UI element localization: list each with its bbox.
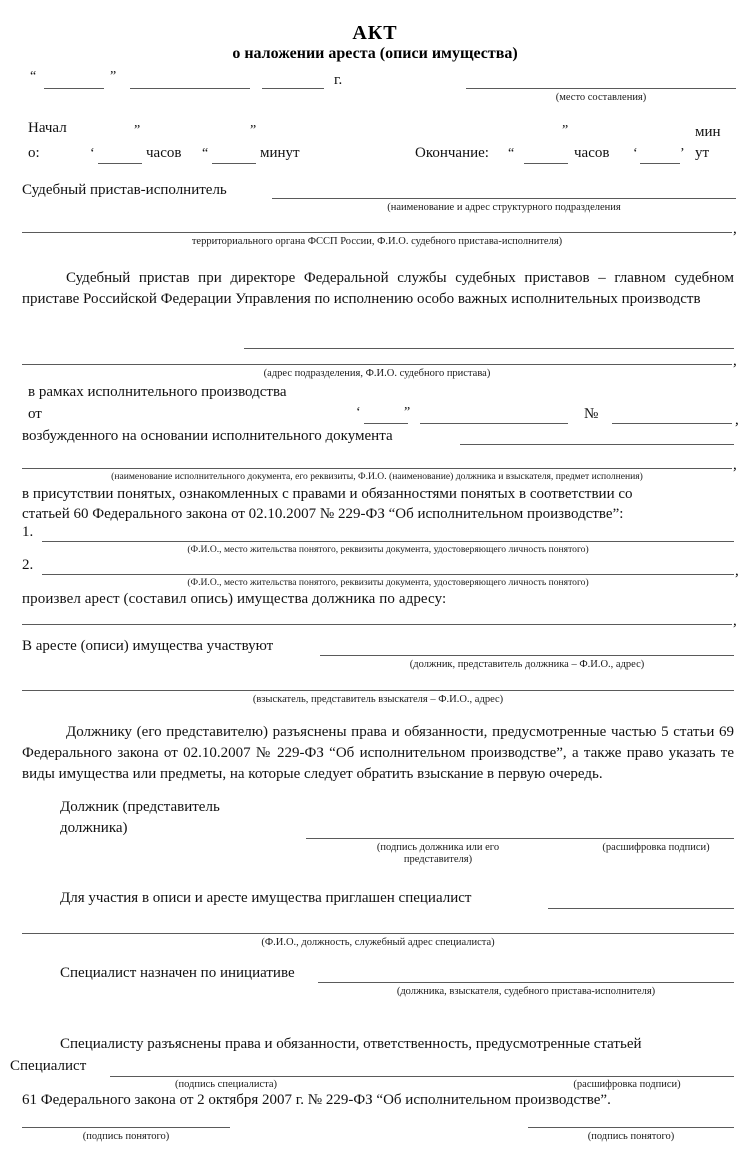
director-paragraph: Судебный пристав при директоре Федеральной службы судебных приставов – главном судебном приставе Российской Федерации Управления по исполнению особо важных исполнительных производств: [22, 270, 734, 307]
debtor-signature-label-line1: Должник (представитель: [60, 799, 220, 815]
witness-1-field[interactable]: [42, 541, 734, 542]
proceeding-number-sign: №: [584, 406, 599, 422]
specialist-signature-field[interactable]: [110, 1076, 734, 1077]
specialist-appointed-label: Специалист назначен по инициативе: [60, 965, 295, 981]
date-month-field[interactable]: [130, 88, 250, 89]
place-of-compilation-caption: (место составления): [555, 92, 647, 103]
bailiff-name-field[interactable]: [272, 198, 736, 199]
proceeding-number-field[interactable]: [612, 423, 732, 424]
debtor-signature-caption-line1: (подпись должника или его: [376, 842, 500, 853]
end-time-label: Окончание:: [415, 145, 489, 161]
specialist-signature-caption: (подпись специалиста): [174, 1079, 278, 1090]
proceeding-day-field[interactable]: [364, 423, 408, 424]
witness-signature-left-caption: (подпись понятого): [82, 1131, 170, 1142]
debtor-signature-label-line2: должника): [60, 820, 128, 836]
witnesses-intro-line1: в присутствии понятых, ознакомленных с правами и обязанностями понятых в соответствии со: [22, 486, 633, 502]
start-minutes-field[interactable]: [212, 163, 256, 164]
start-hours-word: часов: [146, 145, 182, 161]
proceeding-comma-1: ,: [735, 412, 739, 428]
proceeding-basis-field-1[interactable]: [460, 444, 734, 445]
proceeding-basis-field-2[interactable]: [22, 468, 732, 469]
end-hours-field[interactable]: [524, 163, 568, 164]
date-open-quote: “: [30, 69, 37, 84]
debtor-signature-field[interactable]: [306, 838, 734, 839]
bailiff-address-field[interactable]: [22, 232, 732, 233]
end-minutes-quote-open: ‘: [633, 146, 638, 161]
witness-2-field[interactable]: [42, 574, 734, 575]
end-minutes-word-part1: мин: [695, 124, 721, 140]
director-department-field-1[interactable]: [244, 348, 734, 349]
place-of-compilation-field[interactable]: [466, 88, 736, 89]
witnesses-intro-line2: статьей 60 Федерального закона от 02.10.2007 № 229-ФЗ “Об исполнительном производстве”:: [22, 506, 624, 522]
start-time-label-part1: Начал: [28, 120, 67, 136]
date-year-field[interactable]: [262, 88, 324, 89]
proceeding-month-year-field[interactable]: [420, 423, 568, 424]
end-hours-quote-close: ”: [562, 123, 569, 138]
witness-1-caption: (Ф.И.О., место жительства понятого, реквизиты документа, удостоверяющего личность понятого): [187, 544, 589, 555]
proceeding-date-quote-open: ‘: [356, 405, 361, 420]
participants-claimant-field[interactable]: [22, 690, 734, 691]
date-close-quote: ”: [110, 69, 117, 84]
witness-signature-right-field[interactable]: [528, 1127, 734, 1128]
participants-debtor-field[interactable]: [320, 655, 734, 656]
debtor-rights-paragraph: Должнику (его представителю) разъяснены права и обязанности, предусмотренные частью 5 статьи 69 Федерального закона от 02.10.2007 № 229-ФЗ “Об исполнительном производстве”, а также право указать те виды имущества или предметы, на которые следует обратить взыскание в первую очередь.: [22, 724, 734, 782]
start-minutes-word: минут: [260, 145, 300, 161]
start-minutes-quote-open: “: [202, 146, 209, 161]
proceeding-label: в рамках исполнительного производства: [28, 384, 287, 400]
director-comma: ,: [733, 353, 737, 369]
specialist-appointed-caption: (должника, взыскателя, судебного пристава-исполнителя): [396, 986, 656, 997]
specialist-law-line: 61 Федерального закона от 2 октября 2007 г. № 229-ФЗ “Об исполнительном производстве”.: [22, 1092, 611, 1108]
director-department-field-2[interactable]: [22, 364, 732, 365]
arrest-comma: ,: [733, 613, 737, 629]
witness-2-number: 2.: [22, 557, 34, 573]
debtor-signature-decode-caption: (расшифровка подписи): [602, 842, 710, 853]
date-day-field[interactable]: [44, 88, 104, 89]
witness-1-number: 1.: [22, 524, 34, 540]
witness-signature-left-field[interactable]: [22, 1127, 230, 1128]
arrest-address-line: произвел арест (составил опись) имущества должника по адресу:: [22, 591, 447, 607]
proceeding-from-label: от: [28, 406, 42, 422]
date-year-suffix: г.: [334, 72, 343, 88]
bailiff-label: Судебный пристав-исполнитель: [22, 182, 227, 198]
participants-label: В аресте (описи) имущества участвуют: [22, 638, 274, 654]
start-minutes-quote-close: ”: [250, 123, 257, 138]
specialist-invited-label: Для участия в описи и аресте имущества приглашен специалист: [60, 890, 472, 906]
page-title-subtitle: о наложении ареста (описи имущества): [232, 45, 518, 62]
witness-2-comma: ,: [735, 563, 739, 579]
specialist-signature-decode-caption: (расшифровка подписи): [573, 1079, 681, 1090]
specialist-invited-field-2[interactable]: [22, 933, 734, 934]
specialist-invited-caption: (Ф.И.О., должность, служебный адрес специалиста): [261, 937, 495, 948]
bailiff-comma: ,: [733, 221, 737, 237]
end-minutes-word-part2: ут: [695, 145, 710, 161]
proceeding-basis-caption: (наименование исполнительного документа, его реквизиты, Ф.И.О. (наименование) должника и взыскателя, предмет исполнения): [111, 471, 643, 482]
participants-claimant-caption: (взыскатель, представитель взыскателя – Ф.И.О., адрес): [252, 694, 504, 705]
participants-debtor-caption: (должник, представитель должника – Ф.И.О., адрес): [409, 659, 645, 670]
arrest-address-field[interactable]: [22, 624, 732, 625]
director-caption: (адрес подразделения, Ф.И.О. судебного пристава): [263, 368, 491, 379]
page-title-act: АКТ: [352, 22, 398, 44]
specialist-invited-field-1[interactable]: [548, 908, 734, 909]
specialist-rights-line: Специалисту разъяснены права и обязанности, ответственность, предусмотренные статьей: [60, 1036, 642, 1052]
witness-signature-right-caption: (подпись понятого): [587, 1131, 675, 1142]
specialist-signature-label: Специалист: [10, 1058, 87, 1074]
witness-2-caption: (Ф.И.О., место жительства понятого, реквизиты документа, удостоверяющего личность понятого): [187, 577, 589, 588]
start-hours-quote-open: ‘: [90, 146, 95, 161]
bailiff-caption-line2: территориального органа ФССП России, Ф.И.О. судебного пристава-исполнителя): [191, 236, 563, 247]
proceeding-basis-label: возбужденного на основании исполнительного документа: [22, 428, 393, 444]
proceeding-comma-2: ,: [733, 457, 737, 473]
bailiff-caption-line1: (наименование и адрес структурного подразделения: [387, 202, 621, 213]
start-time-label-part2: о:: [28, 145, 40, 161]
specialist-appointed-field[interactable]: [318, 982, 734, 983]
end-hours-word: часов: [574, 145, 610, 161]
start-hours-quote-close: ”: [134, 123, 141, 138]
end-hours-quote-open: “: [508, 146, 515, 161]
debtor-signature-caption-line2: представителя): [403, 854, 473, 865]
end-minutes-quote-close: ’: [680, 146, 685, 161]
proceeding-date-quote-close: ”: [404, 405, 411, 420]
start-hours-field[interactable]: [98, 163, 142, 164]
end-minutes-field[interactable]: [640, 163, 680, 164]
